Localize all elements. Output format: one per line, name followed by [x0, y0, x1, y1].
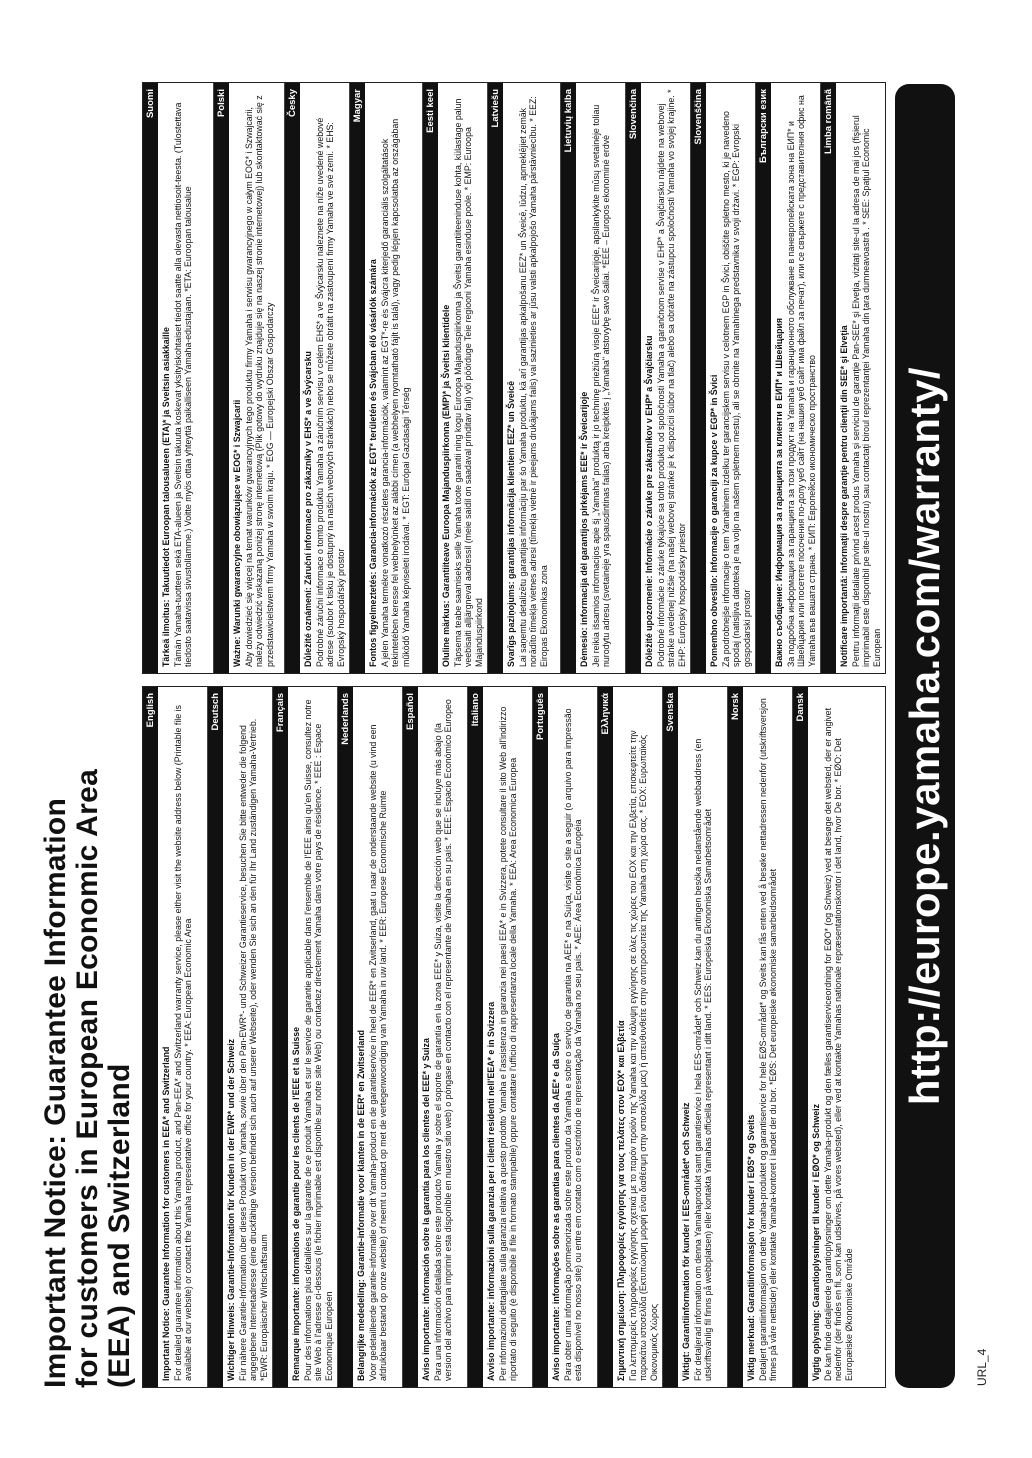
notice-body	[365, 83, 415, 673]
notice-section	[532, 687, 597, 1387]
notice-body	[229, 83, 279, 673]
language-label: Svenska	[663, 687, 678, 1387]
notice-text: Für nähere Garantie-Information über dieses Produkt von Yamaha, sowie über den Pan-EWR*- und Schweizer Garantieservice, besuchen Sie bitte entweder die folgend angegebene Internetadresse (eine druckfähige Version befindet sich auch auf unserer Webseite), oder wenden Sie sich an den für Ihr Land zuständigen Yamaha-Vertrieb. *EWR: Europäischer Wirtschaftsraum	[237, 718, 269, 1381]
notice-heading: Belangrijke mededeling: Garantie-informatie voor klanten in de EER* en Zwitserland	[356, 1030, 366, 1381]
notice-body	[576, 83, 616, 673]
language-label: Polski	[214, 83, 229, 673]
notice-text: Para obter uma informação pormenorizada sobre este produto da Yamaha e sobre o serviço de garantia na AEE* e na Suíça, visite o site a seguir (o arquivo para impressão está disponível no nosso site) ou entre em contato com o escritório de representação da Yamaha no seu país. * AEE: Área Econômica Européia	[562, 708, 583, 1381]
notice-section	[820, 83, 895, 673]
language-label: Latviešu	[488, 83, 503, 673]
notice-heading: Aviso importante: informações sobre as garantias para clientes da AEE* e da Suíça	[551, 1033, 561, 1381]
notice-section	[467, 687, 532, 1387]
notice-heading: Pomembno obvestilo: Informacije o garanciji za kupce v EGP* in Švici	[709, 374, 719, 667]
language-label: Norsk	[728, 687, 743, 1387]
notice-body	[300, 83, 350, 673]
notice-text: Lai saņemtu detalizētu garantijas informāciju par šo Yamaha produktu, kā arī garantijas apkalpošanu EEZ* un Šveicē, lūdzu, apmeklējiet zemāk norādīto tīmekļa vietnes adresi (tīmekļa vietnē ir pieejams drukājams fails) vai sazinieties ar jūsu valsti apkalpojošo Yamaha pārstāvniecību. * EEZ: Eiropas Ekonomikas zona	[517, 96, 549, 667]
notice-section	[402, 687, 467, 1387]
notice-body	[158, 687, 198, 1387]
notice-heading: Oluline märkus: Garantiiteave Euroopa Majanduspiirkonna (EMP)* ja Šveitsi klientidele	[441, 304, 451, 667]
notice-body	[808, 687, 858, 1387]
notice-text: За подробна информация за гаранцията за този продукт на Yamaha и гаранционното обслужване в паневропейската зона на ЕИП* и Швейцария или посетете посочения по-долу уеб сайт (на нашия уеб сайт има файл за печат), или се свържете с представителния офис на Yamaha във вашата страна. * ЕИП: Европейско икономическо пространство	[785, 95, 817, 667]
language-label: Français	[273, 687, 288, 1387]
notice-section	[690, 83, 755, 673]
notice-text: Per informazioni dettagliate sulla garanzia relativa a questo prodotto Yamaha e l'assistenza in garanzia nei paesi EEA* e in Svizzera, potete consultare il sito Web all'indirizzo riportato di seguito (è disponibile il file in formato stampabile) oppure contattare l'ufficio di rappresentanza locale della Yamaha. * EEA: Area Economica Europea	[497, 706, 518, 1381]
notice-text: Aby dowiedzieć się więcej na temat warunków gwarancyjnych tego produktu firmy Yamaha i serwisu gwarancyjnego w całym EOG* i Szwajcarii, należy odwiedzić wskazaną poniżej stronę internetową (Plik gotowy do wydruku znajduje się na naszej stronie internetowej) lub skontaktować się z przedstawicielstwem firmy Yamaha w swoim kraju. * EOG — Europejski Obszar Gospodarczy	[243, 95, 275, 667]
notice-body	[223, 687, 273, 1387]
notice-body	[438, 83, 488, 673]
warranty-url-banner[interactable]	[895, 84, 955, 1388]
notice-heading: Avviso importante: informazioni sulla garanzia per i clienti residenti nell'EEA* e in Svizzera	[486, 1001, 496, 1381]
notice-body	[353, 687, 393, 1387]
notice-section	[560, 83, 625, 673]
notice-body	[613, 687, 663, 1387]
notice-section	[349, 83, 422, 673]
notice-heading: Tärkeä ilmoitus: Takuutiedot Euroopan talousalueen (ETA)* ja Sveitsin asiakkaille	[161, 327, 171, 667]
notice-body	[641, 83, 691, 673]
language-label: Nederlands	[338, 687, 353, 1387]
notice-body	[678, 687, 718, 1387]
notice-body	[836, 83, 886, 673]
notice-text: De kan finde detaljerede garantioplysninger om dette Yamaha-produkt og den fælles garantiserviceordning for EØO* (og Schweiz) ved at besøge det websted, der er angivet nedenfor (der findes en fil, som kan udskrives, på vores websted), eller ved at kontakte Yamahas nationale repræsentationskontor i det land, hvor De bor. * EØO: Det Europæiske Økonomiske Område	[822, 707, 854, 1381]
left-column	[142, 686, 886, 1388]
notice-heading: Σημαντική σημείωση: Πληροφορίες εγγύησης για τους πελάτες στον ΕΟΧ* και Ελβετία	[616, 1020, 626, 1381]
notice-text: Detaljert garantiinformasjon om dette Yamaha-produktet og garantiservice for hele EØS-området* og Sveits kan fås enten ved å besøke nettadressen nedenfor (utskriftsversjon finnes på våre nettsider) eller kontakte Yamaha-kontoret i landet der du bor. *EØS: Det europeiske økonomiske samarbeidsområdet	[757, 698, 778, 1381]
notice-section	[143, 83, 213, 673]
language-label: Español	[403, 687, 418, 1387]
notice-heading: Ważne: Warunki gwarancyjne obowiązujące w EOG* i Szwajcarii	[232, 399, 242, 667]
notice-section	[597, 687, 662, 1387]
notice-heading: Fontos figyelmeztetés: Garancia-információk az EGT* területén és Svájcban élő vásárlók számára	[368, 259, 378, 667]
notice-text: Para una información detallada sobre este producto Yamaha y sobre el soporte de garantía en la zona EEE* y Suiza, visite la dirección web que se incluye más abajo (la version del archivo para imprimir esta disponible en nuestro sitio web) o póngase en contacto con el representante de Yamaha en su país. * EEE: Espacio Económico Europeo	[432, 699, 453, 1381]
language-label: Slovenčina	[626, 83, 641, 673]
notice-heading: Important Notice: Guarantee Information for customers in EEA* and Switzerland	[161, 1046, 171, 1381]
notice-text: Podrobné informácie o záruke týkajúce sa tohto produktu od spoločnosti Yamaha a garančnom servise v EHP* a Švajčiarsku nájdete na webovej stránke uvedenej nižšie (na našej webovej stránke je k dispozícii súbor na tlač) alebo sa obráťte na zástupcu spoločnosti Yamaha vo svojej krajine. * EHP: Európsky hospodársky priestor	[655, 89, 687, 667]
notice-text: A jelen Yamaha termékre vonatkozó részletes garancia-információk, valamint az EGT*-re és Svájcra kiterjedő garanciális szolgáltatások tekintetében keresse fel webhelyünket az alábbi címen (a webhelyen nyomtatható fájlt is talál), vagy pedig lépjen kapcsolatba az országában működő Yamaha képviseleti irodával. * EGT: Európai Gazdasági Térség	[379, 118, 411, 667]
notice-section	[727, 687, 792, 1387]
notice-body	[288, 687, 338, 1387]
notice-section	[755, 83, 820, 673]
language-label: Български език	[756, 83, 771, 673]
language-label: Česky	[285, 83, 300, 673]
language-label: Suomi	[143, 83, 158, 673]
notice-section	[207, 687, 272, 1387]
notice-heading: Dėmesio: informacija dėl garantijos pirkėjams EEE* ir Šveicarijoje	[579, 391, 589, 667]
notice-section	[792, 687, 873, 1387]
notice-heading: Aviso importante: información sobre la garantía para los clientes del EEE* y Suiza	[421, 1038, 431, 1381]
notice-heading: Viktigt: Garantiinformation för kunder i EES-området* och Schweiz	[681, 1102, 691, 1381]
language-label: Slovenščina	[691, 83, 706, 673]
notice-text: Za podrobnejše informacije o tem Yamahinem izdelku ter garancijskem servisu v celotnem EGP in Švici, obiščite spletno mesto, ki je navedeno spodaj (natisljiva datoteka je na voljo na našem spletnem mestu), ali se obrnite na Yamahinega predstavnika v svoji državi. * EGP: Evropski gospodarski prostor	[720, 111, 752, 667]
notice-text: För detaljerad information om denna Yamahaprodukt samt garantiservice i hela EES-området* och Schweiz kan du antingen besöka nedanstående webbaddress (en utskriftsvänlig fil finns på webbplatsen) eller kontakta Yamahas officiella representant i ditt land. * EES: Europeiska Ekonomiska Samarbetsområdet	[692, 738, 713, 1381]
language-label: Magyar	[350, 83, 365, 673]
language-label: Ελληνικά	[598, 687, 613, 1387]
notice-text: Voor gedetailleerde garantie-informatie over dit Yamaha-product en de garantieservice in heel de EER* en Zwitserland, gaat u naar de onderstaande website (u vind een afdrukbaar bestand op onze website) of neemt u contact op met de vertegenwoordiging van Yamaha in uw land. * EER: Europese Economische Ruimte	[367, 724, 388, 1381]
notice-body	[743, 687, 783, 1387]
notice-text: Pentru informaţii detaliate privind acest produs Yamaha şi serviciul de garanţie Pan-SEE* şi Elveţia, vizitaţi site-ul la adresa de mai jos (fişierul imprimabil este disponibil pe site-ul nostru) sau contactaţi biroul reprezentanţei Yamaha din ţara dumneavoastră . * SEE: Spaţiul Economic European	[850, 115, 882, 667]
notice-text: Pour des informations plus détaillées sur la garantie de ce produit Yamaha et sur le service de garantie applicable dans l'ensemble de l'EEE ainsi qu'en Suisse, consultez notre site Web à l'adresse ci-dessous (le fichier imprimable est disponible sur notre site Web) ou contactez directement Yamaha dans votre pays de résidence. * EEE : Espace Economique Européen	[302, 699, 334, 1381]
page-title	[40, 688, 136, 1388]
warranty-url[interactable]: http://europe.yamaha.com/warranty/	[901, 366, 948, 1106]
notice-section	[213, 83, 284, 673]
language-label: Português	[533, 687, 548, 1387]
title-line: for customers in European Economic Area	[71, 768, 104, 1388]
notice-section	[662, 687, 727, 1387]
notice-body	[548, 687, 588, 1387]
notice-heading: Notificare importantă: Informaţii despre garanţie pentru clienţii din SEE* şi Elveţia	[839, 325, 849, 667]
notice-heading: Dôležité upozornenie: Informácie o záruke pre zákazníkov v EHP* a Švajčiarsku	[644, 335, 654, 667]
notice-body	[771, 83, 821, 673]
notice-body	[418, 687, 458, 1387]
language-label: Limba română	[821, 83, 836, 673]
language-label: Eesti keel	[423, 83, 438, 673]
title-line: (EEA) and Switzerland	[103, 1063, 136, 1388]
notice-section	[422, 83, 487, 673]
language-label: English	[143, 687, 158, 1387]
language-label: Italiano	[468, 687, 483, 1387]
title-block	[40, 688, 136, 1388]
language-label: Lietuvių kalba	[561, 83, 576, 673]
notice-body	[706, 83, 756, 673]
notice-section	[487, 83, 560, 673]
notice-text: Για λεπτομερείς πληροφορίες εγγύησης σχετικά με το παρόν προϊόν της Yamaha και την κάλυψη εγγύησης σε όλες τις χώρες του ΕΟΧ και την Ελβετία, επισκεφτείτε την παρακάτω ιστοσελίδα (Εκτυπώσιμη μορφή είναι διαθέσιμη στην ιστοσελίδα μας) ή απευθυνθείτε στην αντιπροσωπεία της Yamaha στη χώρα σας. * ΕΟΧ: Ευρωπαϊκός Οικονομικός Χώρος	[627, 730, 659, 1381]
notice-heading: Wichtiger Hinweis: Garantie-Information für Kunden in der EWR* und der Schweiz	[226, 1038, 236, 1381]
notice-heading: Remarque importante: informations de garantie pour les clients de l'EEE et la Suisse	[291, 1026, 301, 1381]
notice-text: Podrobné záruční informace o tomto produktu Yamaha a záručním servisu v celém EHS* a ve Švýcarsku naleznete na níže uvedené webové adrese (soubor k tisku je dostupný na našich webových stránkách) nebo se můžete obrátit na zastoupení firmy Yamaha ve své zemi. * EHS: Evropský hospodářský prostor	[314, 117, 346, 667]
notice-heading: Vigtig oplysning: Garantioplysninger til kunder i EØO* og Schweiz	[811, 1104, 821, 1381]
notice-heading: Svarīgs paziņojums: garantijas informācija klientiem EEZ* un Šveicē	[506, 381, 516, 667]
language-label: Dansk	[793, 687, 808, 1387]
notice-text: Täpsema teabe saamiseks selle Yamaha toote garantii ning kogu Euroopa Majanduspiirkonna ja Šveitsi garantiiteeninduse kohta, külastage palun veebisaiti alljärgneval aadressil (meie saidil on saadaval prinditav fail) või pöörduge Teie regiooni Yamaha esinduse poole. * EMP: Euroopa Majanduspiirkond	[452, 98, 484, 667]
notice-body	[483, 687, 523, 1387]
notice-heading: Důležité oznámení: Záruční informace pro zákazníky v EHS* a ve Švýcarsku	[303, 351, 313, 667]
notice-text: For detailed guarantee information about this Yamaha product, and Pan-EEA* and Switzerland warranty service, please either visit the website address below (Printable file is available at our website) or contact the Yamaha representative office for your country. * EEA: European Economic Area	[172, 705, 193, 1381]
notice-body	[158, 83, 198, 673]
notice-heading: Важно съобщение: Информация за гаранцията за клиенти в ЕИП* и Швейцария	[774, 317, 784, 667]
notice-section	[284, 83, 349, 673]
notice-text: Tämän Yamaha-tuotteen sekä ETA-alueen ja Sveitsin takuuta koskevat yksityiskohtaiset tiedot saatte alla olevasta nettiosoit-teesta. (Tulostettava tiedosto saatavissa sivustollamme.) Voitte myös ottaa yhteyttä paikalliseen Yamaha-edustajaan. *ETA: Euroopan talousalue	[172, 102, 193, 667]
right-column	[142, 82, 886, 674]
language-label: Deutsch	[208, 687, 223, 1387]
notice-text: Jei reikia išsamios informacijos apie šį „Yamaha" produktą ir jo techninę priežiūrą visoje EEE* ir Šveicarijoje, apsilankykite mūsų svetainėje toliau nurodytu adresu (svetainėje yra spausdintinas failas) arba kreipkitės į „Yamaha" atstovybę savo šaliai. *EEE – Europos ekonominė erdvė	[590, 104, 611, 667]
notice-section	[337, 687, 402, 1387]
notice-section	[272, 687, 337, 1387]
notice-section	[143, 687, 207, 1387]
notice-body	[503, 83, 553, 673]
document-code: URL_4	[975, 1348, 989, 1386]
title-line: Important Notice: Guarantee Information	[39, 797, 72, 1388]
notice-heading: Viktig merknad: Garantiinformasjon for kunder i EØS* og Sveits	[746, 1114, 756, 1381]
notice-section	[625, 83, 690, 673]
